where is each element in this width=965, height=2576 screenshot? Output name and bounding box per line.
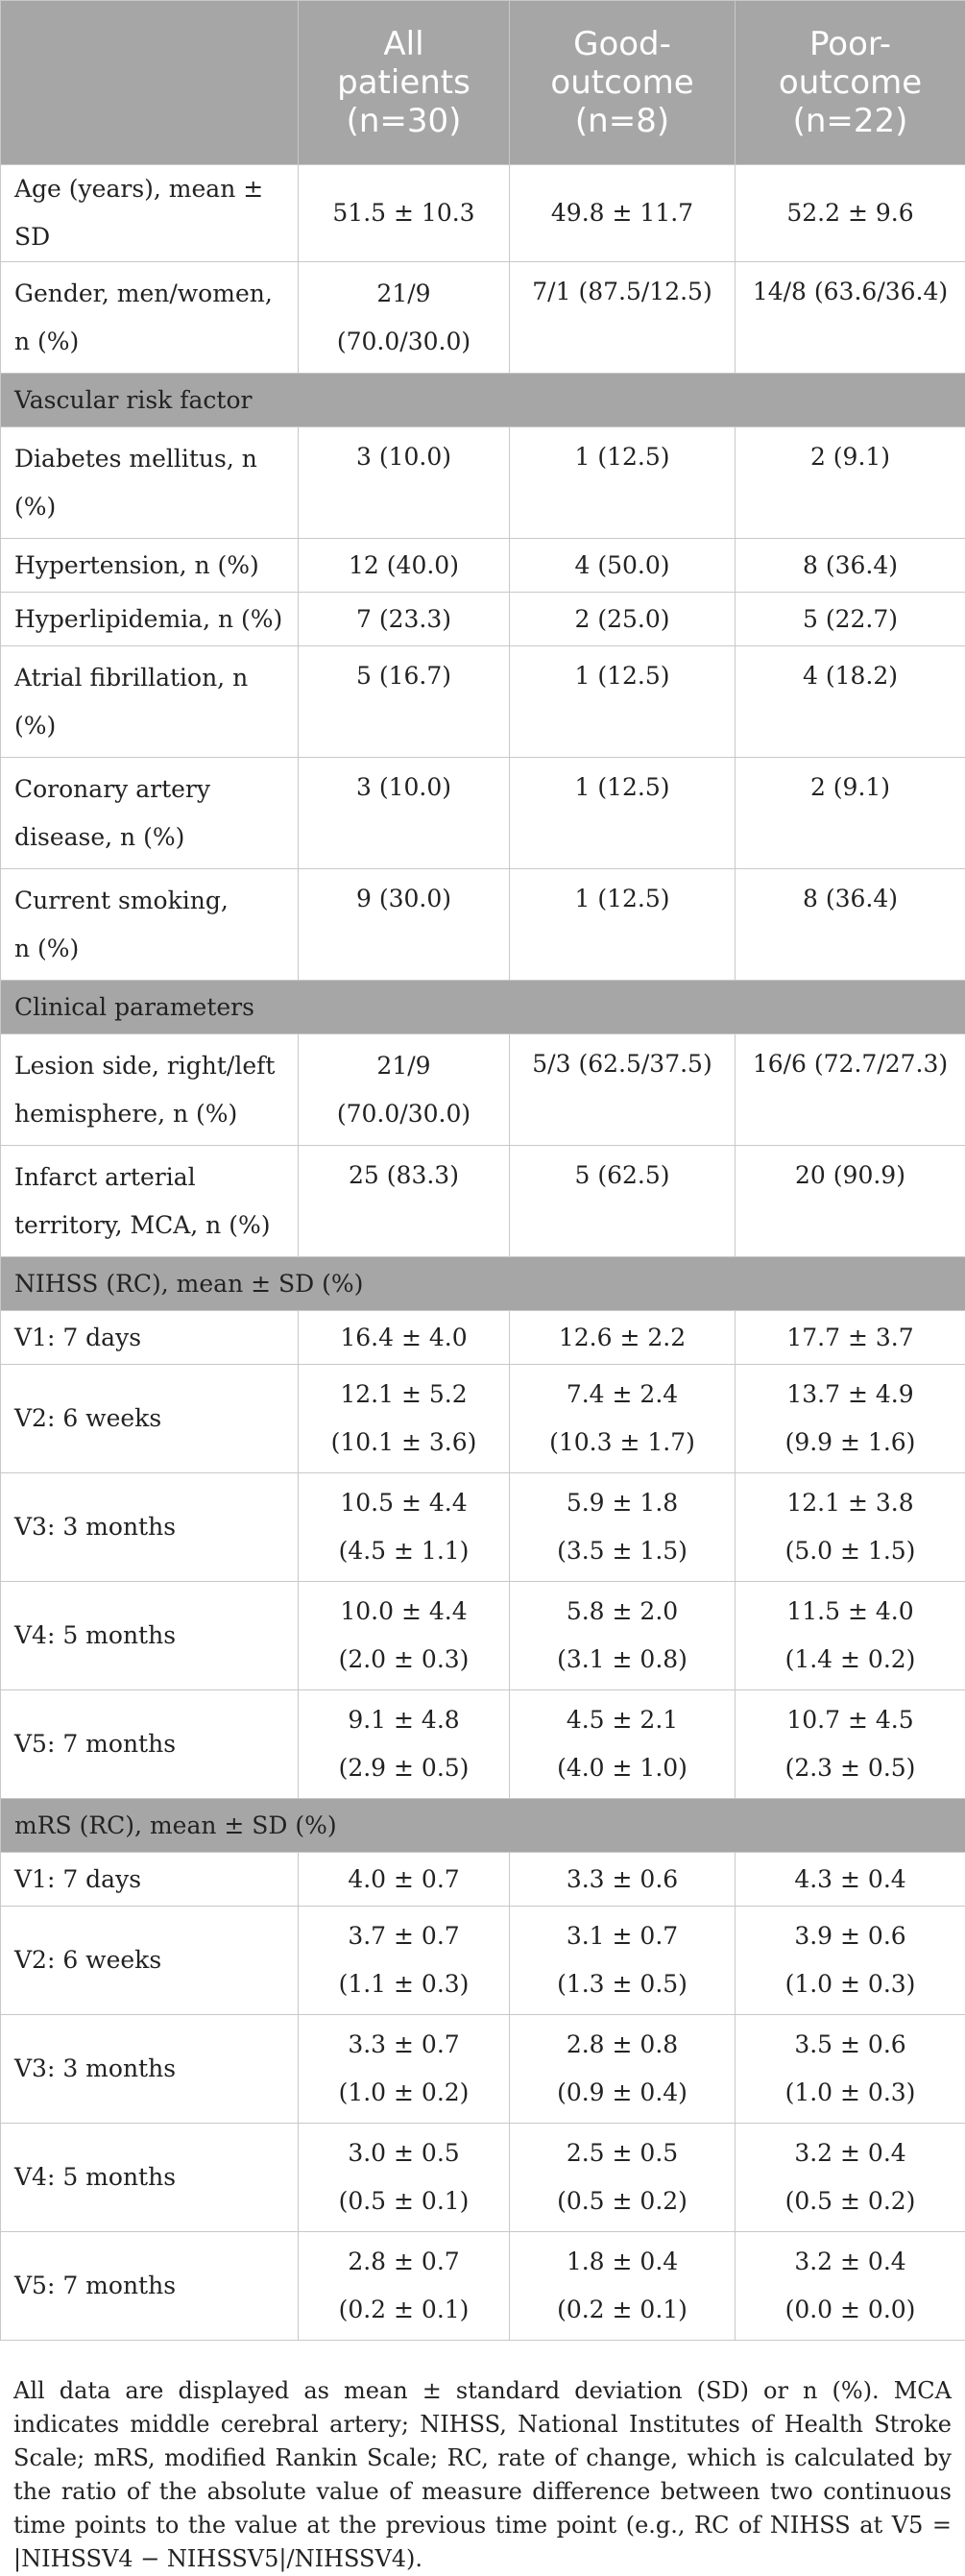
row-hypertension	[1, 539, 965, 593]
row-label: Current smoking, n (%)	[1, 869, 299, 981]
row-label: V3: 3 months	[1, 2015, 299, 2124]
cell-good: 5.9 ± 1.8 (3.5 ± 1.5)	[510, 1473, 736, 1582]
header-all-patients: All patients (n=30)	[299, 1, 510, 165]
cell-poor: 3.5 ± 0.6 (1.0 ± 0.3)	[736, 2015, 965, 2124]
row-mrs-v1	[1, 1853, 965, 1907]
cell-poor: 16/6 (72.7/27.3)	[736, 1034, 965, 1146]
cell-all: 3 (10.0)	[299, 758, 510, 869]
cell-poor: 12.1 ± 3.8 (5.0 ± 1.5)	[736, 1473, 965, 1582]
cell-good: 2.5 ± 0.5 (0.5 ± 0.2)	[510, 2124, 736, 2232]
cell-poor: 3.2 ± 0.4 (0.0 ± 0.0)	[736, 2232, 965, 2341]
row-label: Infarct arterial territory, MCA, n (%)	[1, 1146, 299, 1257]
cell-all: 2.8 ± 0.7 (0.2 ± 0.1)	[299, 2232, 510, 2341]
row-label: V2: 6 weeks	[1, 1907, 299, 2015]
header-corner	[1, 1, 299, 165]
cell-poor: 3.9 ± 0.6 (1.0 ± 0.3)	[736, 1907, 965, 2015]
row-label: V5: 7 months	[1, 2232, 299, 2341]
cell-poor: 3.2 ± 0.4 (0.5 ± 0.2)	[736, 2124, 965, 2232]
cell-good: 4 (50.0)	[510, 539, 736, 593]
row-label: V4: 5 months	[1, 2124, 299, 2232]
cell-all: 7 (23.3)	[299, 593, 510, 646]
cell-poor: 11.5 ± 4.0 (1.4 ± 0.2)	[736, 1582, 965, 1690]
row-label: V3: 3 months	[1, 1473, 299, 1582]
row-infarct-territory	[1, 1146, 965, 1257]
cell-poor: 4.3 ± 0.4	[736, 1853, 965, 1907]
cell-poor: 17.7 ± 3.7	[736, 1311, 965, 1365]
cell-good: 4.5 ± 2.1 (4.0 ± 1.0)	[510, 1690, 736, 1799]
row-hyperlipidemia	[1, 593, 965, 646]
row-mrs-v2	[1, 1907, 965, 2015]
row-atrial-fibrillation	[1, 646, 965, 758]
cell-poor: 2 (9.1)	[736, 758, 965, 869]
cell-good: 5 (62.5)	[510, 1146, 736, 1257]
row-label: V5: 7 months	[1, 1690, 299, 1799]
cell-all: 10.5 ± 4.4 (4.5 ± 1.1)	[299, 1473, 510, 1582]
cell-all: 12 (40.0)	[299, 539, 510, 593]
cell-good: 1 (12.5)	[510, 427, 736, 539]
cell-all: 4.0 ± 0.7	[299, 1853, 510, 1907]
cell-all: 21/9 (70.0/30.0)	[299, 262, 510, 374]
row-mrs-v3	[1, 2015, 965, 2124]
row-label: Hyperlipidemia, n (%)	[1, 593, 299, 646]
row-gender	[1, 262, 965, 374]
row-lesion-side	[1, 1034, 965, 1146]
cell-good: 5/3 (62.5/37.5)	[510, 1034, 736, 1146]
row-label: Hypertension, n (%)	[1, 539, 299, 593]
cell-all: 51.5 ± 10.3	[299, 165, 510, 262]
row-smoking	[1, 869, 965, 981]
cell-good: 7/1 (87.5/12.5)	[510, 262, 736, 374]
cell-good: 12.6 ± 2.2	[510, 1311, 736, 1365]
cell-all: 9.1 ± 4.8 (2.9 ± 0.5)	[299, 1690, 510, 1799]
row-nihss-v3	[1, 1473, 965, 1582]
cell-poor: 13.7 ± 4.9 (9.9 ± 1.6)	[736, 1365, 965, 1473]
cell-poor: 10.7 ± 4.5 (2.3 ± 0.5)	[736, 1690, 965, 1799]
cell-good: 3.1 ± 0.7 (1.3 ± 0.5)	[510, 1907, 736, 2015]
row-nihss-v1	[1, 1311, 965, 1365]
cell-all: 21/9 (70.0/30.0)	[299, 1034, 510, 1146]
row-label: Lesion side, right/left hemisphere, n (%)	[1, 1034, 299, 1146]
section-title: mRS (RC), mean ± SD (%)	[1, 1799, 965, 1853]
table-footnote: All data are displayed as mean ± standard deviation (SD) or n (%). MCA indicates middle cerebral artery; NIHSS, National Institutes of Health Stroke Scale; mRS, modified Rankin Scale; RC, rate of change, which is calculated by the ratio of the absolute value of measure difference between two continuous time points to the value at the previous time point (e.g., RC of NIHSS at V5 = |NIHSSV4 − NIHSSV5|/NIHSSV4).	[0, 2341, 965, 2576]
cell-poor: 14/8 (63.6/36.4)	[736, 262, 965, 374]
row-label: V1: 7 days	[1, 1853, 299, 1907]
cell-good: 1.8 ± 0.4 (0.2 ± 0.1)	[510, 2232, 736, 2341]
cell-poor: 52.2 ± 9.6	[736, 165, 965, 262]
row-label: Diabetes mellitus, n (%)	[1, 427, 299, 539]
section-title: Clinical parameters	[1, 981, 965, 1034]
row-label: V4: 5 months	[1, 1582, 299, 1690]
cell-poor: 4 (18.2)	[736, 646, 965, 758]
row-label: V2: 6 weeks	[1, 1365, 299, 1473]
header-row	[1, 1, 965, 165]
row-label: Coronary artery disease, n (%)	[1, 758, 299, 869]
cell-all: 9 (30.0)	[299, 869, 510, 981]
cell-poor: 5 (22.7)	[736, 593, 965, 646]
cell-good: 49.8 ± 11.7	[510, 165, 736, 262]
cell-good: 1 (12.5)	[510, 869, 736, 981]
cell-good: 1 (12.5)	[510, 758, 736, 869]
section-nihss	[1, 1257, 965, 1311]
cell-good: 7.4 ± 2.4 (10.3 ± 1.7)	[510, 1365, 736, 1473]
row-label: Gender, men/women, n (%)	[1, 262, 299, 374]
cell-poor: 2 (9.1)	[736, 427, 965, 539]
row-mrs-v4	[1, 2124, 965, 2232]
cell-poor: 8 (36.4)	[736, 869, 965, 981]
cell-all: 5 (16.7)	[299, 646, 510, 758]
section-vascular-risk	[1, 374, 965, 427]
row-mrs-v5	[1, 2232, 965, 2341]
cell-poor: 8 (36.4)	[736, 539, 965, 593]
row-age	[1, 165, 965, 262]
cell-all: 10.0 ± 4.4 (2.0 ± 0.3)	[299, 1582, 510, 1690]
cell-all: 3.7 ± 0.7 (1.1 ± 0.3)	[299, 1907, 510, 2015]
row-label: V1: 7 days	[1, 1311, 299, 1365]
cell-good: 2 (25.0)	[510, 593, 736, 646]
header-poor-outcome: Poor- outcome (n=22)	[736, 1, 965, 165]
cell-good: 3.3 ± 0.6	[510, 1853, 736, 1907]
section-title: Vascular risk factor	[1, 374, 965, 427]
cell-poor: 20 (90.9)	[736, 1146, 965, 1257]
cell-all: 3 (10.0)	[299, 427, 510, 539]
section-title: NIHSS (RC), mean ± SD (%)	[1, 1257, 965, 1311]
row-label: Age (years), mean ± SD	[1, 165, 299, 262]
cell-all: 3.3 ± 0.7 (1.0 ± 0.2)	[299, 2015, 510, 2124]
row-diabetes	[1, 427, 965, 539]
cell-good: 5.8 ± 2.0 (3.1 ± 0.8)	[510, 1582, 736, 1690]
section-mrs	[1, 1799, 965, 1853]
cell-good: 2.8 ± 0.8 (0.9 ± 0.4)	[510, 2015, 736, 2124]
section-clinical-parameters	[1, 981, 965, 1034]
cell-all: 25 (83.3)	[299, 1146, 510, 1257]
row-coronary-artery	[1, 758, 965, 869]
cell-all: 3.0 ± 0.5 (0.5 ± 0.1)	[299, 2124, 510, 2232]
row-nihss-v2	[1, 1365, 965, 1473]
row-nihss-v4	[1, 1582, 965, 1690]
row-nihss-v5	[1, 1690, 965, 1799]
cell-good: 1 (12.5)	[510, 646, 736, 758]
header-good-outcome: Good- outcome (n=8)	[510, 1, 736, 165]
row-label: Atrial fibrillation, n (%)	[1, 646, 299, 758]
cell-all: 12.1 ± 5.2 (10.1 ± 3.6)	[299, 1365, 510, 1473]
cell-all: 16.4 ± 4.0	[299, 1311, 510, 1365]
